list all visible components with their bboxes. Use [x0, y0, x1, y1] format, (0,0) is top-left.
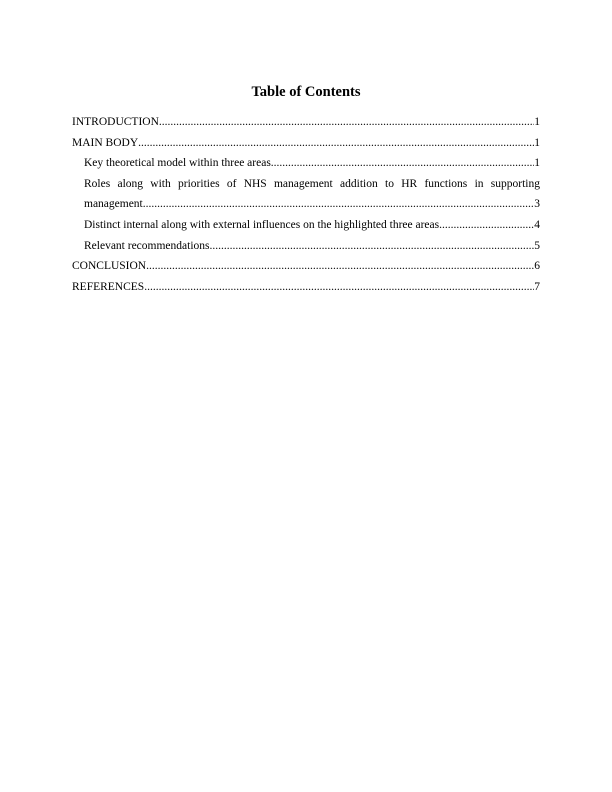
toc-entry-key-theoretical-model[interactable]: [72, 153, 540, 174]
dot-leader: [144, 277, 534, 298]
toc-entry-label: REFERENCES: [72, 280, 145, 293]
toc-entry-internal-external-influences[interactable]: [72, 215, 540, 236]
dot-leader: [143, 194, 534, 215]
toc-entry-label: MAIN BODY: [72, 136, 139, 149]
toc-page-number: 1: [534, 157, 540, 170]
toc-entry-introduction[interactable]: [72, 112, 540, 133]
toc-page-number: 4: [534, 218, 540, 231]
toc-entry-relevant-recommendations[interactable]: [72, 236, 540, 257]
toc-entry-roles-priorities[interactable]: [72, 174, 540, 215]
toc-page-number: 1: [534, 116, 540, 128]
toc-entry-label-continued: management: [84, 198, 143, 211]
toc-page-number: 7: [534, 280, 540, 293]
toc-page-number: 1: [534, 136, 540, 149]
dot-leader: [146, 256, 534, 277]
toc-page-number: 6: [534, 260, 540, 273]
toc-entry-label: Key theoretical model within three areas: [84, 157, 271, 170]
table-of-contents: [72, 112, 540, 297]
toc-entry-label: CONCLUSION: [72, 260, 147, 273]
toc-entry-conclusion[interactable]: [72, 256, 540, 277]
dot-leader: [210, 236, 535, 257]
toc-entry-label: Distinct internal along with external influences on the highlighted three areas: [84, 218, 440, 231]
dot-leader: [138, 133, 534, 154]
toc-page-number: 3: [534, 198, 540, 211]
dot-leader: [271, 153, 534, 174]
toc-entry-label: Roles along with priorities of NHS management addition to HR functions in supporting: [84, 177, 540, 190]
toc-title: Table of Contents: [251, 84, 361, 100]
toc-page-number: 5: [534, 239, 540, 252]
toc-entry-main-body[interactable]: [72, 133, 540, 154]
toc-entry-label: Relevant recommendations: [84, 239, 210, 252]
toc-entry-references[interactable]: [72, 277, 540, 298]
dot-leader: [159, 112, 534, 133]
toc-entry-label: INTRODUCTION: [72, 116, 159, 128]
dot-leader: [439, 215, 534, 236]
